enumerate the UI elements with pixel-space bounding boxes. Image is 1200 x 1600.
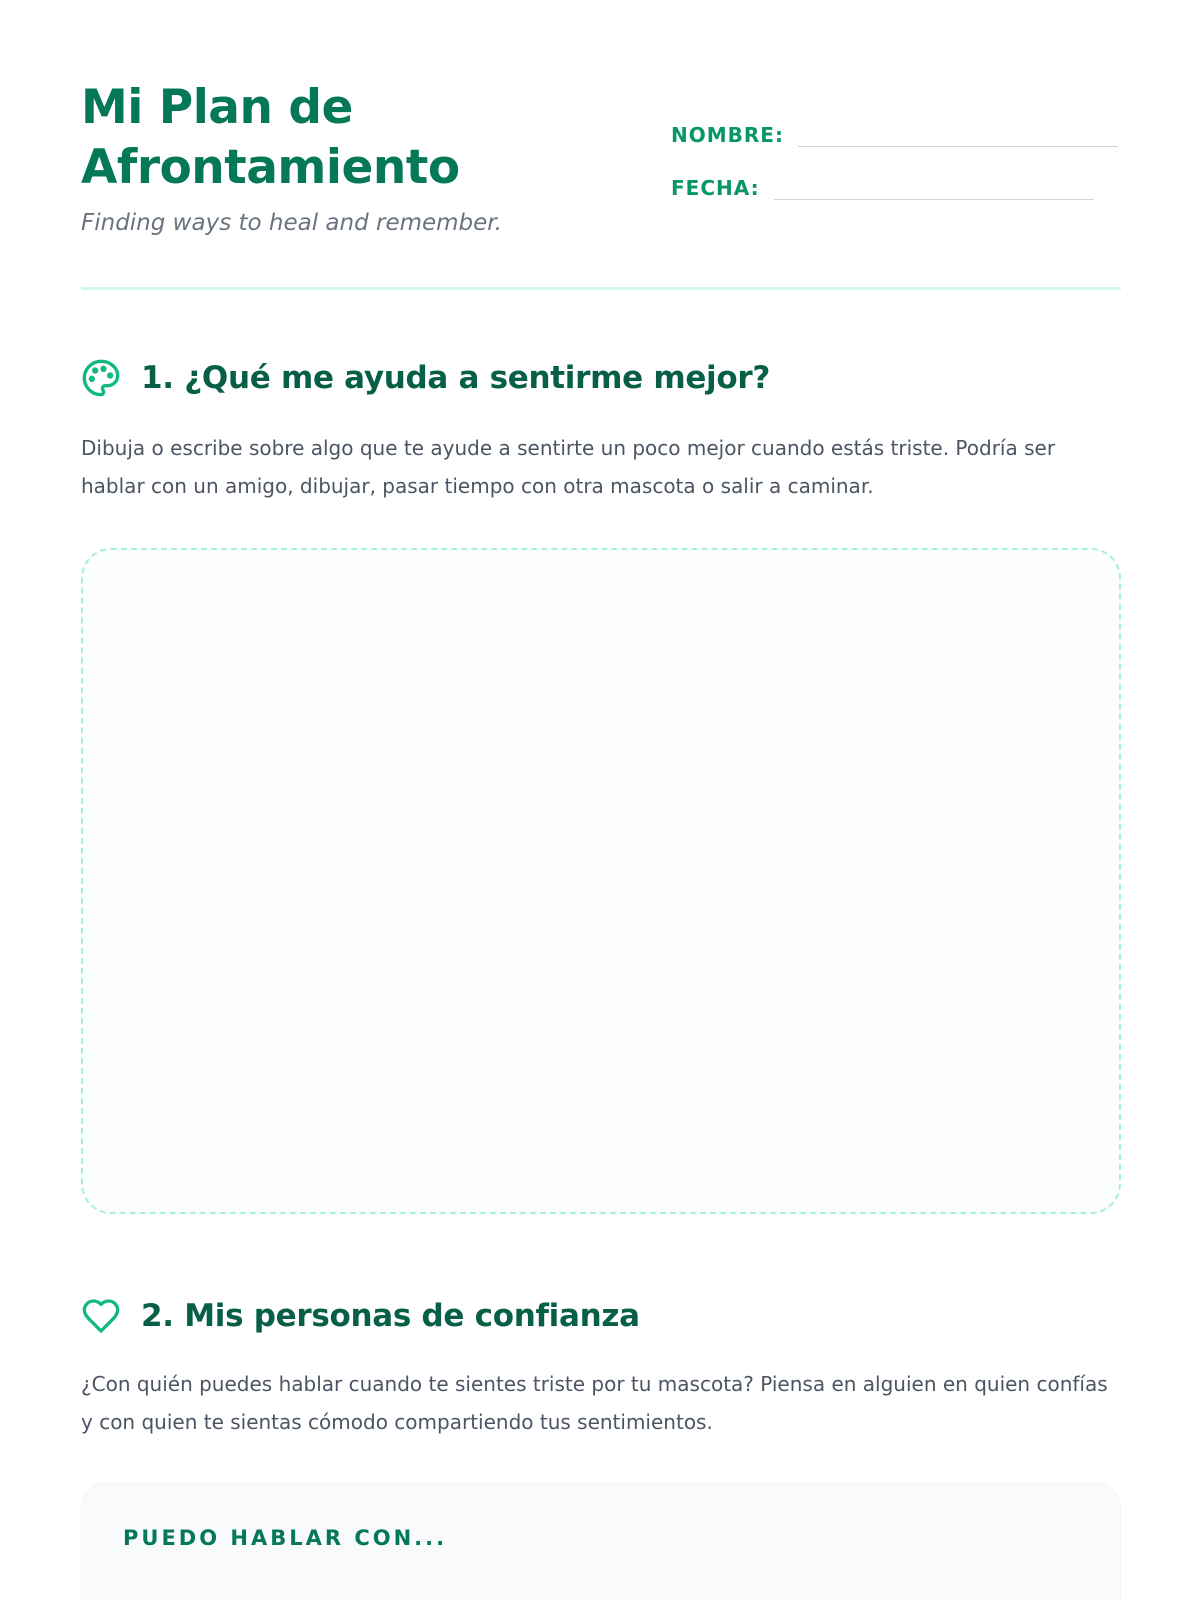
name-field xyxy=(671,123,1118,147)
page-subtitle: Finding ways to heal and remember. xyxy=(81,210,502,236)
section-2-title: 2. Mis personas de confianza xyxy=(141,1298,640,1334)
date-label: FECHA: xyxy=(671,176,760,200)
section-1-header xyxy=(81,358,770,398)
name-write-line[interactable] xyxy=(798,126,1118,147)
date-write-line[interactable] xyxy=(774,179,1094,200)
section-2-header xyxy=(81,1296,640,1336)
header-divider xyxy=(81,287,1121,290)
page-title xyxy=(81,78,641,198)
worksheet-page xyxy=(81,0,1121,1600)
palette-icon xyxy=(81,358,121,398)
trusted-people-label: PUEDO HABLAR CON... xyxy=(123,1526,448,1550)
section-1-title: 1. ¿Qué me ayuda a sentirme mejor? xyxy=(141,360,771,396)
title-line-1: Mi Plan de xyxy=(81,80,353,135)
section-1-description: Dibuja o escribe sobre algo que te ayude a sentirte un poco mejor cuando estás triste. Podría ser hablar con un amigo, dibujar, pasar tiempo con otra mascota o salir a caminar. xyxy=(81,436,1056,498)
title-line-2: Afrontamiento xyxy=(81,140,460,195)
drawing-area[interactable] xyxy=(81,548,1121,1214)
trusted-people-box[interactable] xyxy=(81,1483,1121,1600)
name-label: NOMBRE: xyxy=(671,123,784,147)
date-field xyxy=(671,176,1094,200)
heart-icon xyxy=(81,1296,121,1336)
section-2-description: ¿Con quién puedes hablar cuando te sientes triste por tu mascota? Piensa en alguien en quien confías y con quien te sientas cómodo compartiendo tus sentimientos. xyxy=(81,1372,1108,1434)
